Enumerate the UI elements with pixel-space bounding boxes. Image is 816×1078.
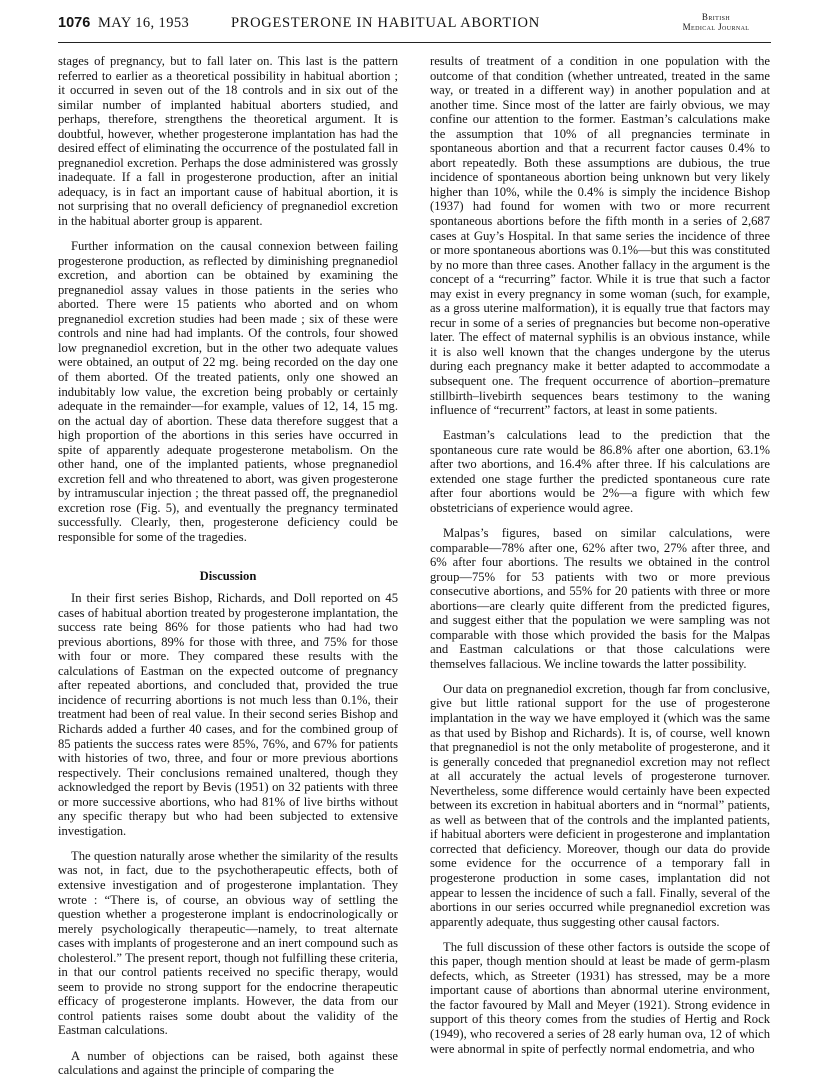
running-header xyxy=(58,12,771,43)
paragraph: Further information on the causal connexion between failing progesterone production, as reflected by diminishing pregnanediol excretion, and abortion can be obtained by examining the pregnanediol assay values in those patients in the series who aborted. There were 15 patients who aborted and on whom pregnanediol excretion studies had been made ; six of these were controls and nine had had implants. Of the controls, four showed low pregnanediol excretion, but in the other two adequate values were obtained, an output of 22 mg. being recorded on the day one of them aborted. Of the treated patients, only one showed an indubitably low value, the excretion being probably or certainly adequate in the remainder—for example, values of 12, 14, 15 mg. on the actual day of abortion. These data therefore suggest that a high proportion of the abortions in this series have occurred in spite of apparently adequate progesterone metabolism. On the other hand, one of the implanted patients, whose pregnanediol excretion fell and who threatened to abort, was given progesterone by intramuscular injection ; the threat passed off, the pregnanediol excretion rose (Fig. 5), and eventually the pregnancy terminated successfully. Clearly, then, progesterone deficiency could be responsible for some of the tragedies. xyxy=(58,239,398,544)
paragraph: The question naturally arose whether the similarity of the results was not, in fact, due to the psychotherapeutic effects, both of extensive investigation and of progesterone implantation. They wrote : “There is, of course, an obvious way of settling the question whether a progesterone implant is endocrinologically or merely psychologically therapeutic—namely, to treat alternate cases with implants of progesterone and an inert compound such as cholesterol.” The present report, though not fulfilling these criteria, in that our control patients received no specific therapy, would seem to provide no strong support for the endocrine therapeutic efficacy of progesterone implants. However, the data from our control patients raises some doubt about the validity of the Eastman calculations. xyxy=(58,848,398,1038)
paragraph: A number of objections can be raised, both against these calculations and against the principle of comparing the xyxy=(58,1048,398,1078)
issue-date: MAY 16, 1953 xyxy=(98,15,190,31)
paragraph: Our data on pregnanediol excretion, though far from conclusive, give but little rational support for the use of progesterone implantation in the way we have employed it (which was the same as that used by Bishop and Richards). It is, of course, well known that pregnanediol is not the only metabolite of progesterone, and it is generally conceded that pregnanediol excretion may not reflect at all accurately the actual levels of progesterone turnover. Nevertheless, some difference would certainly have been expected between its excretion in habitual aborters and in “normal” patients, as well as between that of the controls and the implanted patients, if habitual aborters were deficient in progesterone and implantation corrected that deficiency. Moreover, though our data do provide some evidence for the occurrence of a temporary fall in progesterone production in some cases, implantation did not appear to lessen the incidence of such a fall. Finally, several of the abortions in our series occurred while pregnanediol excretion was apparently adequate, thus suggesting other causal factors. xyxy=(430,681,770,929)
paragraph: Eastman’s calculations lead to the prediction that the spontaneous cure rate would be 86.8% after one abortion, 63.1% after two abortions, and 16.4% after three. If his calculations are extended one stage further the predicted spontaneous cure rate after four abortions would be 2%—a figure with which few obstetricians of experience would agree. xyxy=(430,428,770,515)
paragraph: results of treatment of a condition in one population with the outcome of that condition (whether untreated, treated in the same way, or treated in a different way) in another population and at another time. Since most of the latter are fairly obvious, we may confine our attention to the former. Eastman’s calculations make the assumption that 10% of all pregnancies terminate in spontaneous abortion and that a recurrent factor causes 0.4% to abort repeatedly. Both these assumptions are dubious, the true incidence of spontaneous abortion being unknown but very likely higher than 10%, while the 0.4% is simply the incidence Bishop (1937) had found for women with two or more recurrent spontaneous abortions before the fifth month in a series of 2,687 cases at Guy’s Hospital. In that same series the incidence of three or more spontaneous abortions was 0.1%—but this was constituted by no more than three cases. Another fallacy in the argument is the concept of a “recurring” factor. While it is true that such a factor may exist in every pregnancy in some woman (such, for example, as a gross uterine malformation), it is equally true that factors may recur in some of a series of pregnancies but become non-operative later. The effect of maternal syphilis is an obvious instance, while it is also well known that the changes undergone by the uterus during each pregnancy make it better adapted to accommodate a subsequent one. The frequent occurrence of abortion–premature stillbirth–livebirth sequences bears testimony to the waning influence of “recurrent” factors, at least in some patients. xyxy=(430,54,770,418)
journal-name-line1: British xyxy=(701,12,731,22)
right-column xyxy=(430,54,770,1066)
running-title: PROGESTERONE IN HABITUAL ABORTION xyxy=(231,15,540,31)
journal-name-line2: Medical Journal xyxy=(682,22,750,32)
section-heading-discussion: Discussion xyxy=(199,568,257,583)
page-number: 1076 xyxy=(58,15,91,31)
paragraph: In their first series Bishop, Richards, and Doll reported on 45 cases of habitual abortion treated by progesterone implantation, the success rate being 86% for those patients who had had two previous abortions, 89% for those with three, and 75% for those with four or more. They compared these results with the calculations of Eastman on the expected outcome of pregnancy after repeated abortions, and concluded that, provided the true incidence of recurring abortions is not much less than 0.1%, their treatment had been of real value. In their second series Bishop and Richards added a further 40 cases, and for the combined group of 85 patients the success rates were 85%, 76%, and 67% for patients with histories of two, three, and four or more previous abortions respectively. Their conclusions remained unaltered, though they acknowledged the report by Bevis (1951) on 32 patients with three or more successive abortions, who had 81% of live births without any specific therapy but who had been subjected to extensive investigation. xyxy=(58,591,398,838)
paragraph: Malpas’s figures, based on similar calculations, were comparable—78% after one, 62% after two, 27% after three, and 6% after four abortions. The results we obtained in the control group—75% for 53 patients with two or more previous consecutive abortions, and 55% for 20 patients with three or more abortions—are clearly quite different from the predicted figures, and suggest either that the population we were sampling was not comparable with those which provided the basis for the Malpas and Eastman calculations or that those calculations were themselves fallacious. We incline towards the latter possibility. xyxy=(430,525,770,671)
journal-name xyxy=(661,12,771,32)
left-column xyxy=(58,54,398,1078)
paragraph: stages of pregnancy, but to fall later on. This last is the pattern referred to earlier as a theoretical possibility in habitual abortion ; it occurred in seven out of the 18 controls and in six out of the similar number of implanted habitual aborters studied, and perhaps, therefore, strengthens the theoretical argument. It is doubtful, however, whether progesterone implantation has had the desired effect of eliminating the occurrence of the postulated fall in pregnanediol excretion. Perhaps the dose administered was grossly inadequate. If a fall in progesterone production, after an initial adequacy, is in fact an important cause of habitual abortion, it is not surprising that no overall deficiency of pregnanediol excretion in the habitual aborter group is apparent. xyxy=(58,54,398,229)
paragraph: The full discussion of these other factors is outside the scope of this paper, though mention should at least be made of germ-plasm defects, which, as Streeter (1931) has stressed, may be a more important cause of abortions than abnormal uterine environment, the factor favoured by Mall and Meyer (1921). Strong evidence in support of this theory comes from the studies of Hertig and Rock (1949), who recovered a series of 28 early human ova, 12 of which were abnormal in spite of perfectly normal endometria, and who xyxy=(430,939,770,1056)
